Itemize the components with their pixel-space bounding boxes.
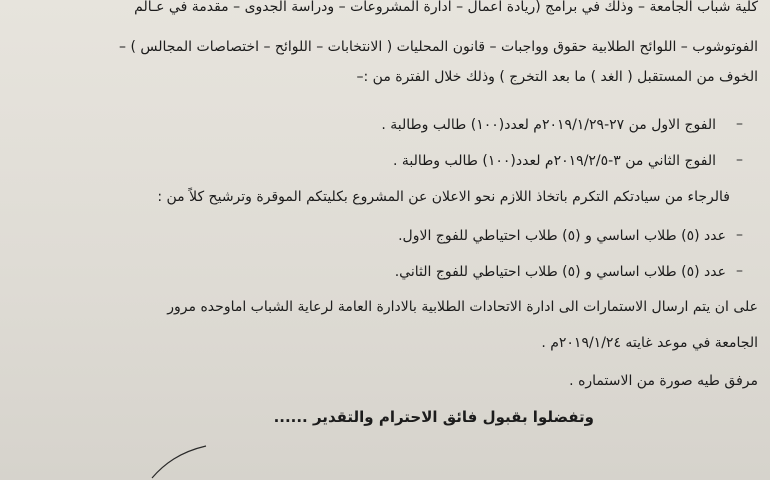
closing-salutation: وتفضلوا بقبول فائق الاحترام والتقدير ...... xyxy=(273,408,594,426)
text-line-first-batch-students: عدد (٥) طلاب اساسي و (٥) طلاب احتياطي للفوج الاول. xyxy=(398,228,726,244)
text-line-period-intro: الخوف من المستقبل ( الغد ) ما بعد التخرج ) وذلك خلال الفترة من :– xyxy=(356,69,758,85)
text-line-request: فالرجاء من سيادتكم التكرم باتخاذ اللازم نحو الاعلان عن المشروع بكليتكم الموقرة وترشيح كلاً من : xyxy=(157,189,730,205)
text-line-second-batch-students: عدد (٥) طلاب اساسي و (٥) طلاب احتياطي للفوج الثاني. xyxy=(394,264,726,280)
bullet-dash: – xyxy=(736,116,743,132)
pen-stroke-mark xyxy=(150,440,210,480)
bullet-dash: – xyxy=(736,152,743,168)
text-line-intro-programs: كلية شباب الجامعة – وذلك في برامج (ريادة اعمال – ادارة المشروعات – ودراسة الجدوى – مقدمة في عـالم xyxy=(134,0,758,15)
text-line-second-batch: الفوج الثاني من ٣-٢٠١٩/٢/٥م لعدد(١٠٠) طالب وطالبة . xyxy=(393,153,716,169)
text-line-attachment: مرفق طيه صورة من الاستماره . xyxy=(569,373,758,389)
text-line-forms-submission: على ان يتم ارسال الاستمارات الى ادارة الاتحادات الطلابية بالادارة العامة لرعاية الشباب اماوحده مرور xyxy=(167,299,758,315)
bullet-dash: – xyxy=(736,227,743,243)
text-line-programs-continued: الفوتوشوب – اللوائح الطلابية حقوق وواجبات – قانون المحليات ( الانتخابات – اللوائح – اختصاصات المجالس ) – xyxy=(119,39,758,55)
text-line-first-batch: الفوج الاول من ٢٧-٢٠١٩/١/٢٩م لعدد(١٠٠) طالب وطالبة . xyxy=(381,117,716,133)
bullet-dash: – xyxy=(736,263,743,279)
text-line-deadline: الجامعة في موعد غايته ٢٠١٩/١/٢٤م . xyxy=(541,335,758,351)
